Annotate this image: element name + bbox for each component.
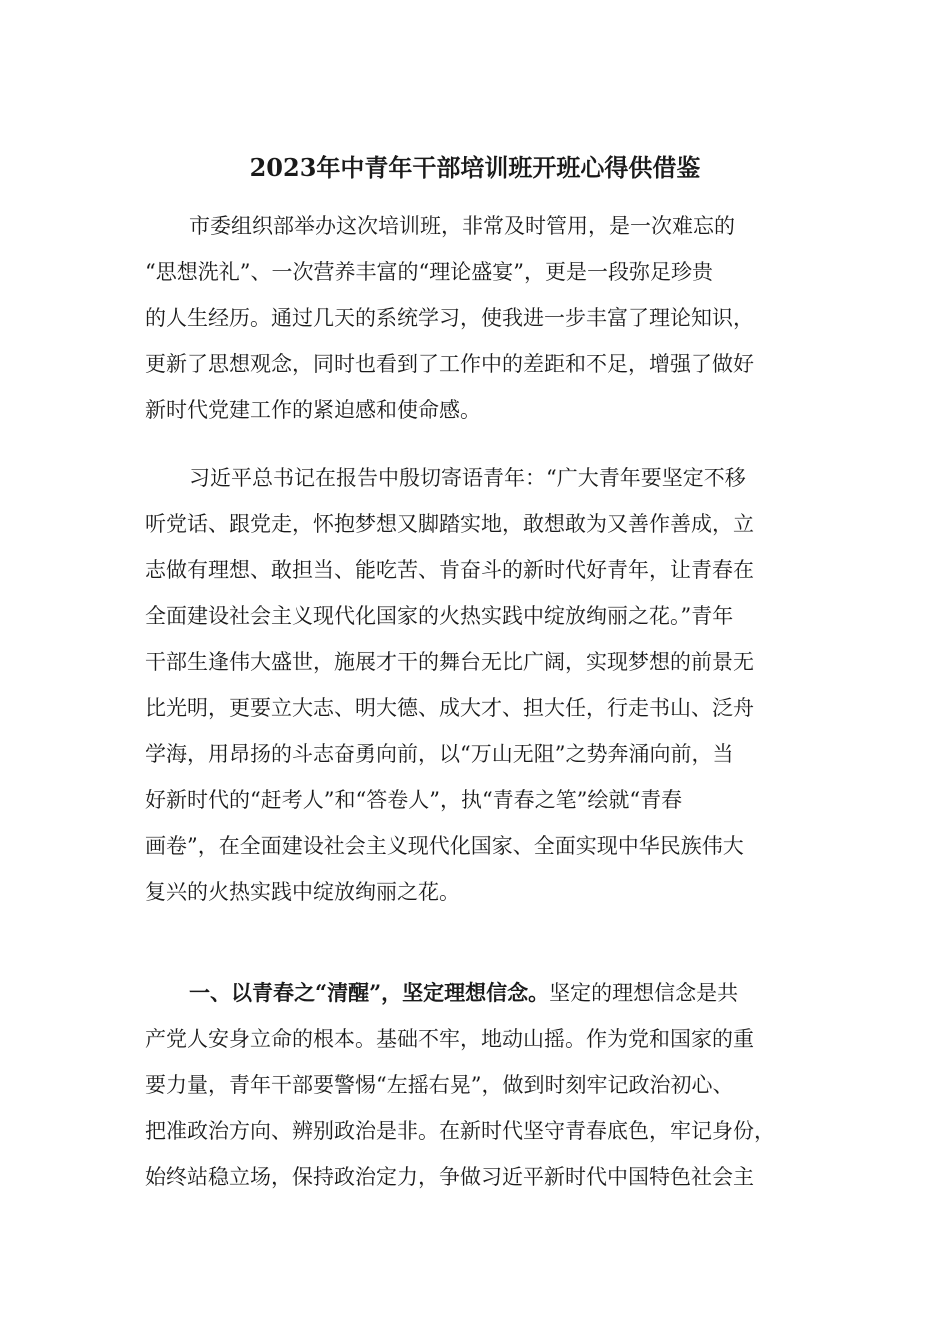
document-title: 2023年中青年干部培训班开班心得供借鉴 <box>249 153 701 182</box>
paragraph-intro <box>145 203 805 433</box>
text-line: 习近平总书记在报告中殷切寄语青年：“广大青年要坚定不移 <box>189 466 746 490</box>
text-line: “思想洗礼”、一次营养丰富的“理论盛宴”，更是一段弥足珍贵 <box>145 260 713 284</box>
section-text: 坚定的理想信念是共 <box>549 981 739 1005</box>
text-line: 听党话、跟党走，怀抱梦想又脚踏实地，敢想敢为又善作善成，立 <box>145 512 754 536</box>
text-line: 始终站稳立场，保持政治定力，争做习近平新时代中国特色社会主 <box>145 1165 754 1189</box>
text-line: 好新时代的“赶考人”和“答卷人”，执“青春之笔”绘就“青春 <box>145 788 683 812</box>
text-line: 要力量，青年干部要警惕“左摇右晃”，做到时刻牢记政治初心、 <box>145 1073 734 1097</box>
section-first-line <box>145 970 805 1016</box>
text-line: 比光明，更要立大志、明大德、成大才、担大任，行走书山、泛舟 <box>145 696 754 720</box>
text-line: 更新了思想观念，同时也看到了工作中的差距和不足，增强了做好 <box>145 352 754 376</box>
text-line: 新时代党建工作的紧迫感和使命感。 <box>145 398 481 422</box>
text-line: 学海，用昂扬的斗志奋勇向前，以“万山无阻”之势奔涌向前，当 <box>145 742 734 766</box>
paragraph-section-one <box>145 970 805 1200</box>
paragraph-quote <box>145 455 805 915</box>
text-line: 的人生经历。通过几天的系统学习，使我进一步丰富了理论知识， <box>145 306 754 330</box>
text-line: 把准政治方向、辨别政治是非。在新时代坚守青春底色，牢记身份， <box>145 1119 775 1143</box>
section-heading: 一、以青春之“清醒”，坚定理想信念。 <box>189 980 550 1005</box>
text-line: 全面建设社会主义现代化国家的火热实践中绽放绚丽之花。”青年 <box>145 604 734 628</box>
text-line: 画卷”，在全面建设社会主义现代化国家、全面实现中华民族伟大 <box>145 834 744 858</box>
text-line: 复兴的火热实践中绽放绚丽之花。 <box>145 880 460 904</box>
text-line: 市委组织部举办这次培训班，非常及时管用，是一次难忘的 <box>189 214 735 238</box>
text-line: 产党人安身立命的根本。基础不牢，地动山摇。作为党和国家的重 <box>145 1027 754 1051</box>
text-line: 志做有理想、敢担当、能吃苦、肯奋斗的新时代好青年，让青春在 <box>145 558 754 582</box>
text-line: 干部生逢伟大盛世，施展才干的舞台无比广阔，实现梦想的前景无 <box>145 650 754 674</box>
